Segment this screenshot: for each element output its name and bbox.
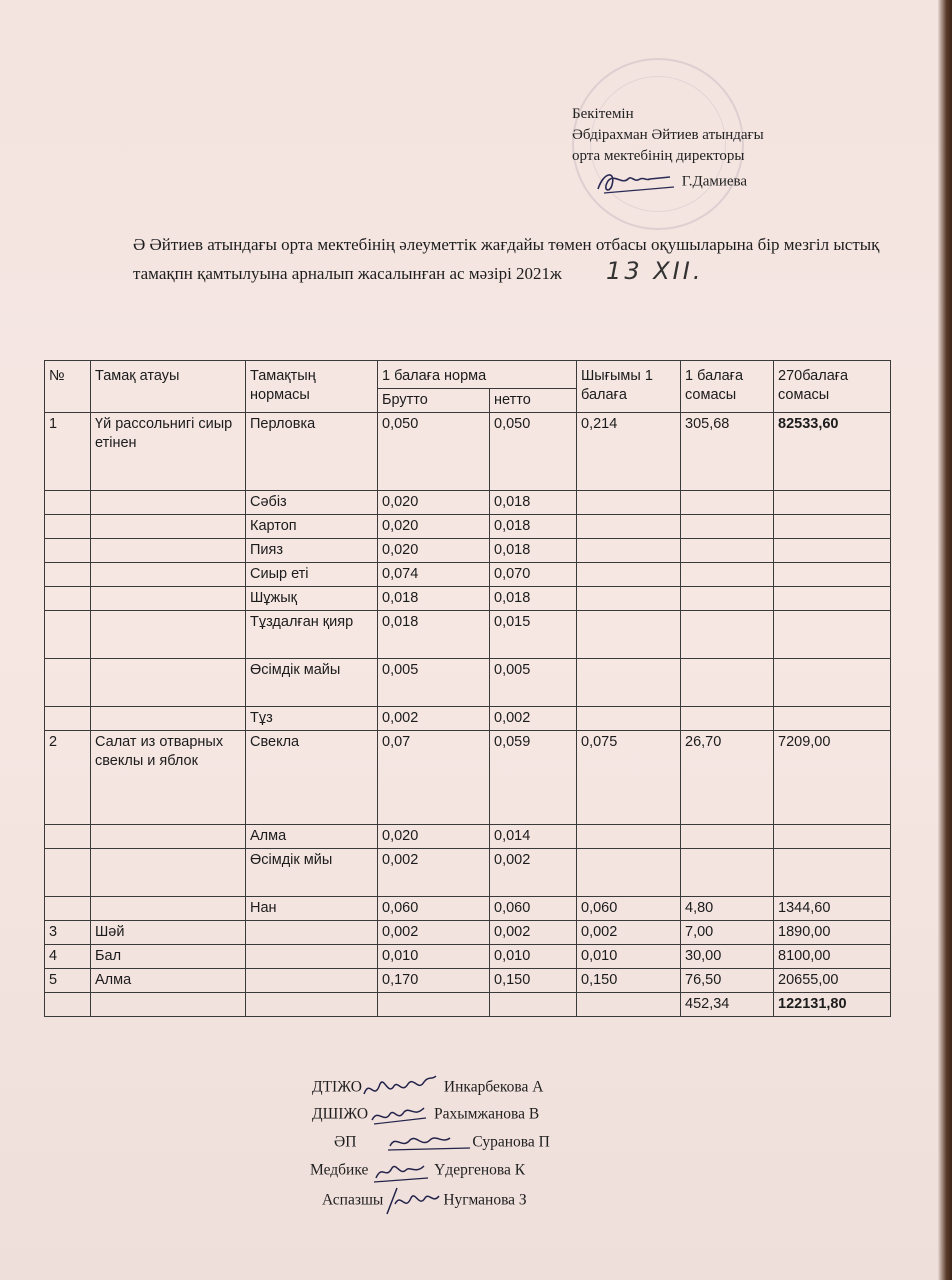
- table-row: [45, 611, 891, 659]
- cell-num: [45, 659, 91, 707]
- cell-sum270: 8100,00: [774, 945, 891, 969]
- col-brutto-header: Брутто: [378, 389, 490, 413]
- table-row: [45, 707, 891, 731]
- cell-ingredient: Перловка: [246, 413, 378, 491]
- menu-table-body: [45, 413, 891, 1017]
- cell-num: 1: [45, 413, 91, 491]
- signature-name: Үдергенова К: [434, 1161, 526, 1179]
- cell-ingredient: [246, 945, 378, 969]
- cell-ingredient: Картоп: [246, 515, 378, 539]
- cell-num: [45, 993, 91, 1017]
- cell-sum1: [681, 659, 774, 707]
- cell-sum1: 76,50: [681, 969, 774, 993]
- cell-ingredient: Шұжық: [246, 587, 378, 611]
- cell-sum1: 452,34: [681, 993, 774, 1017]
- cell-sum270: 7209,00: [774, 731, 891, 825]
- cell-ingredient: Свекла: [246, 731, 378, 825]
- cell-dish: [91, 993, 246, 1017]
- cell-sum1: [681, 539, 774, 563]
- cell-dish: Үй рассольнигі сиыр етінен: [91, 413, 246, 491]
- cell-num: [45, 491, 91, 515]
- cell-num: 5: [45, 969, 91, 993]
- cell-yield: 0,075: [577, 731, 681, 825]
- cell-ingredient: [246, 969, 378, 993]
- cell-yield: [577, 515, 681, 539]
- signature-name: Суранова П: [472, 1133, 550, 1151]
- cell-num: 4: [45, 945, 91, 969]
- table-row: [45, 825, 891, 849]
- cell-sum270: [774, 707, 891, 731]
- table-row: [45, 969, 891, 993]
- cell-netto: [490, 993, 577, 1017]
- cell-dish: [91, 515, 246, 539]
- cell-ingredient: Тұз: [246, 707, 378, 731]
- cell-brutto: 0,002: [378, 707, 490, 731]
- table-row: [45, 515, 891, 539]
- cell-netto: 0,018: [490, 587, 577, 611]
- cell-sum270: [774, 491, 891, 515]
- cell-ingredient: Өсімдік мйы: [246, 849, 378, 897]
- cell-sum1: 7,00: [681, 921, 774, 945]
- cell-num: [45, 515, 91, 539]
- cell-ingredient: Нан: [246, 897, 378, 921]
- cell-num: [45, 849, 91, 897]
- cell-ingredient: [246, 921, 378, 945]
- signature-role: ДШІЖО: [312, 1105, 369, 1123]
- cell-num: [45, 539, 91, 563]
- cell-yield: [577, 849, 681, 897]
- signature-role: ДТІЖО: [312, 1078, 362, 1096]
- signature-role: Аспазшы: [322, 1191, 384, 1209]
- table-row: [45, 659, 891, 707]
- approval-signature-line: [572, 167, 764, 197]
- cell-dish: [91, 611, 246, 659]
- cell-brutto: [378, 993, 490, 1017]
- cell-yield: 0,010: [577, 945, 681, 969]
- col-netto-header: нетто: [490, 389, 577, 413]
- cell-netto: 0,050: [490, 413, 577, 491]
- cell-sum1: [681, 849, 774, 897]
- table-row: [45, 921, 891, 945]
- cell-sum270: 122131,80: [774, 993, 891, 1017]
- cell-brutto: 0,050: [378, 413, 490, 491]
- cell-dish: Салат из отварных свеклы и яблок: [91, 731, 246, 825]
- cell-ingredient: Тұздалған қияр: [246, 611, 378, 659]
- cell-sum1: [681, 491, 774, 515]
- signature-role: ӘП: [334, 1133, 357, 1151]
- cell-dish: [91, 563, 246, 587]
- cell-netto: 0,018: [490, 539, 577, 563]
- menu-table: [44, 360, 891, 1017]
- cell-brutto: 0,018: [378, 587, 490, 611]
- cell-dish: [91, 659, 246, 707]
- cell-brutto: 0,020: [378, 539, 490, 563]
- cell-netto: 0,002: [490, 921, 577, 945]
- cell-netto: 0,002: [490, 849, 577, 897]
- cell-num: [45, 563, 91, 587]
- cell-netto: 0,059: [490, 731, 577, 825]
- cell-sum1: [681, 515, 774, 539]
- cell-sum270: [774, 563, 891, 587]
- cell-sum270: [774, 849, 891, 897]
- cell-sum1: [681, 587, 774, 611]
- cell-yield: [577, 539, 681, 563]
- col-sum270-header: 270балаға сомасы: [774, 361, 891, 413]
- cell-dish: Шәй: [91, 921, 246, 945]
- cell-dish: [91, 707, 246, 731]
- cell-netto: 0,018: [490, 491, 577, 515]
- cell-netto: 0,002: [490, 707, 577, 731]
- signature-row: [300, 1128, 550, 1156]
- cell-brutto: 0,020: [378, 825, 490, 849]
- cell-sum270: 82533,60: [774, 413, 891, 491]
- cell-num: [45, 611, 91, 659]
- cell-yield: 0,214: [577, 413, 681, 491]
- cell-netto: 0,010: [490, 945, 577, 969]
- cell-brutto: 0,010: [378, 945, 490, 969]
- cell-yield: [577, 825, 681, 849]
- cell-brutto: 0,020: [378, 515, 490, 539]
- cell-yield: 0,002: [577, 921, 681, 945]
- signature-row: [300, 1100, 550, 1128]
- cell-dish: Бал: [91, 945, 246, 969]
- col-num-header: №: [45, 361, 91, 413]
- cell-yield: [577, 611, 681, 659]
- table-row: [45, 897, 891, 921]
- table-row: [45, 731, 891, 825]
- cell-brutto: 0,074: [378, 563, 490, 587]
- cell-netto: 0,060: [490, 897, 577, 921]
- cell-sum1: 305,68: [681, 413, 774, 491]
- cell-sum270: [774, 659, 891, 707]
- cell-dish: Алма: [91, 969, 246, 993]
- handwritten-signature: [383, 1184, 443, 1218]
- handwritten-signature: [368, 1100, 430, 1130]
- cell-brutto: 0,07: [378, 731, 490, 825]
- cell-sum270: 20655,00: [774, 969, 891, 993]
- cell-brutto: 0,060: [378, 897, 490, 921]
- title-text: Ә Әйтиев атындағы орта мектебінің әлеуметтік жағдайы төмен отбасы оқушыларына бір мезгіл ыстық тамақпн қамтылуына арналып жасалынған ас мәзірі 2021ж: [133, 235, 880, 283]
- cell-num: [45, 707, 91, 731]
- signatures-block: [300, 1072, 550, 1212]
- cell-yield: [577, 491, 681, 515]
- signature-row: [300, 1156, 550, 1184]
- cell-ingredient: Пияз: [246, 539, 378, 563]
- cell-yield: 0,150: [577, 969, 681, 993]
- cell-yield: [577, 993, 681, 1017]
- cell-sum1: [681, 707, 774, 731]
- cell-dish: [91, 897, 246, 921]
- cell-dish: [91, 491, 246, 515]
- approval-line-2: Әбдірахман Әйтиев атындағы: [572, 127, 764, 143]
- cell-dish: [91, 539, 246, 563]
- cell-netto: 0,014: [490, 825, 577, 849]
- cell-num: 2: [45, 731, 91, 825]
- cell-sum1: 4,80: [681, 897, 774, 921]
- cell-dish: [91, 849, 246, 897]
- cell-netto: 0,005: [490, 659, 577, 707]
- table-row: [45, 491, 891, 515]
- cell-ingredient: Өсімдік майы: [246, 659, 378, 707]
- cell-sum1: [681, 825, 774, 849]
- cell-ingredient: Сәбіз: [246, 491, 378, 515]
- cell-ingredient: Алма: [246, 825, 378, 849]
- header-row-1: [45, 361, 891, 389]
- cell-sum1: [681, 563, 774, 587]
- cell-sum270: 1890,00: [774, 921, 891, 945]
- cell-ingredient: Сиыр еті: [246, 563, 378, 587]
- cell-ingredient: [246, 993, 378, 1017]
- table-row: [45, 413, 891, 491]
- cell-sum270: [774, 515, 891, 539]
- cell-brutto: 0,005: [378, 659, 490, 707]
- col-norm-header: Тамақтың нормасы: [246, 361, 378, 413]
- col-yield-header: Шығымы 1 балаға: [577, 361, 681, 413]
- signature-name: Нугманова З: [443, 1191, 527, 1209]
- col-dish-header: Тамақ атауы: [91, 361, 246, 413]
- signature-row: [300, 1184, 550, 1212]
- cell-num: [45, 825, 91, 849]
- cell-yield: [577, 587, 681, 611]
- cell-yield: [577, 659, 681, 707]
- table-row: [45, 849, 891, 897]
- cell-yield: [577, 563, 681, 587]
- table-row: [45, 945, 891, 969]
- signature-role: Медбике: [310, 1161, 369, 1179]
- col-per-child-header: 1 балаға норма: [378, 361, 577, 389]
- cell-sum270: 1344,60: [774, 897, 891, 921]
- cell-yield: [577, 707, 681, 731]
- cell-sum1: 30,00: [681, 945, 774, 969]
- handwritten-signature: [372, 1156, 430, 1186]
- signature-name: Рахымжанова В: [433, 1105, 540, 1123]
- cell-sum1: [681, 611, 774, 659]
- cell-sum270: [774, 539, 891, 563]
- cell-yield: 0,060: [577, 897, 681, 921]
- col-sum1-header: 1 балаға сомасы: [681, 361, 774, 413]
- cell-netto: 0,150: [490, 969, 577, 993]
- approval-line-3: орта мектебінің директоры: [572, 148, 745, 164]
- cell-num: [45, 587, 91, 611]
- handwritten-date: 13 XII.: [606, 257, 704, 285]
- cell-brutto: 0,002: [378, 849, 490, 897]
- cell-num: 3: [45, 921, 91, 945]
- cell-brutto: 0,002: [378, 921, 490, 945]
- cell-sum270: [774, 825, 891, 849]
- document-title: [133, 232, 893, 287]
- cell-netto: 0,015: [490, 611, 577, 659]
- cell-dish: [91, 825, 246, 849]
- cell-num: [45, 897, 91, 921]
- handwritten-signature: [386, 1128, 472, 1158]
- director-name: Г.Дамиева: [681, 173, 748, 190]
- cell-brutto: 0,018: [378, 611, 490, 659]
- cell-netto: 0,018: [490, 515, 577, 539]
- approval-line-1: Бекітемін: [572, 106, 634, 122]
- desk-edge: [938, 0, 952, 1280]
- signature-name: Инкарбекова А: [443, 1078, 544, 1096]
- signature-row: [300, 1072, 550, 1100]
- director-signature: [594, 167, 678, 197]
- table-row: [45, 993, 891, 1017]
- table-row: [45, 539, 891, 563]
- cell-sum270: [774, 587, 891, 611]
- table-row: [45, 587, 891, 611]
- table-row: [45, 563, 891, 587]
- cell-dish: [91, 587, 246, 611]
- cell-brutto: 0,170: [378, 969, 490, 993]
- cell-sum270: [774, 611, 891, 659]
- approval-block: [572, 104, 764, 197]
- cell-brutto: 0,020: [378, 491, 490, 515]
- cell-sum1: 26,70: [681, 731, 774, 825]
- cell-netto: 0,070: [490, 563, 577, 587]
